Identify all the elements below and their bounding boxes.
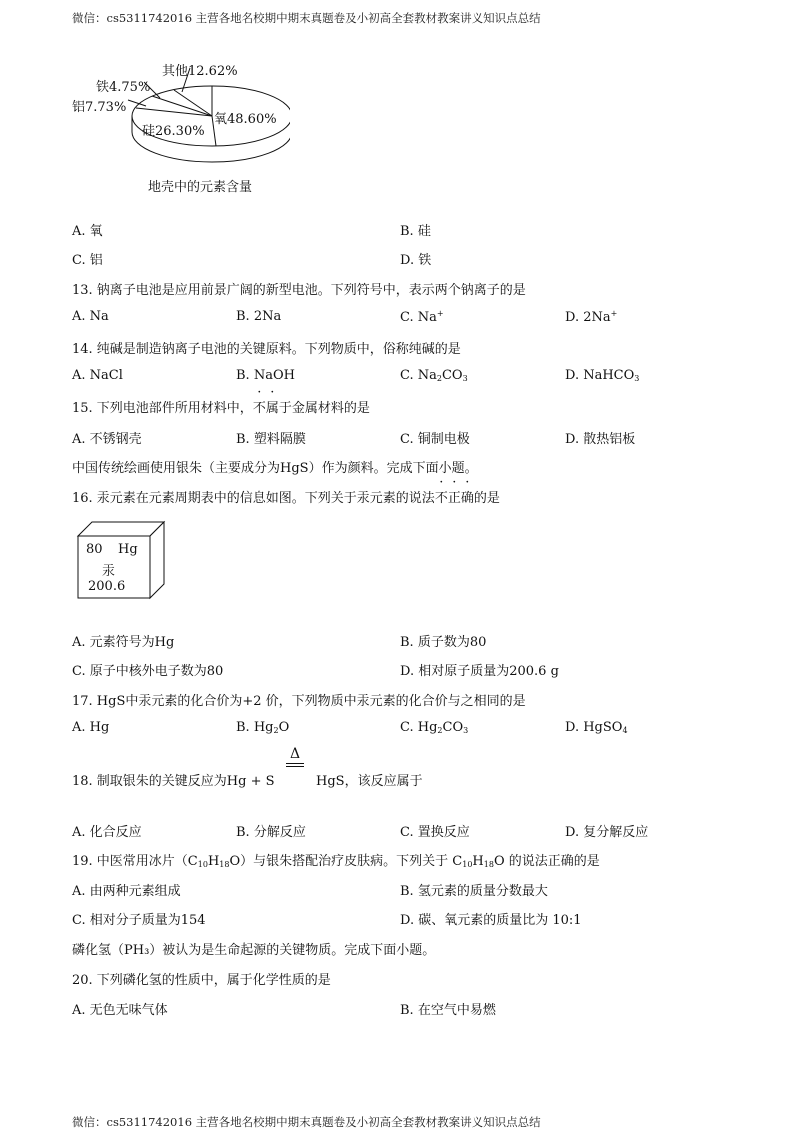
q17-stem: 17. HgS中汞元素的化合价为+2 价，下列物质中汞元素的化合价与之相同的是: [72, 694, 526, 709]
q12-option-b: B. 硅: [400, 224, 431, 239]
q18-option-b: B. 分解反应: [236, 825, 306, 840]
q16-option-a: A. 元素符号为Hg: [72, 635, 175, 650]
q18-option-c: C. 置换反应: [400, 825, 470, 840]
q19-option-b: B. 氢元素的质量分数最大: [400, 884, 548, 899]
q13-stem: 13. 钠离子电池是应用前景广阔的新型电池。下列符号中，表示两个钠离子的是: [72, 283, 526, 298]
pie-label-aluminum: 铝7.73%: [72, 100, 127, 115]
page-header: 微信：cs5311742016 主营各地名校期中期末真题卷及小初高全套教材教案讲义知识点总结: [72, 11, 541, 25]
pie-caption: 地壳中的元素含量: [148, 180, 253, 195]
delta-symbol: Δ: [290, 746, 301, 762]
q20-intro: 磷化氢（PH₃）被认为是生命起源的关键物质。完成下面小题。: [72, 943, 436, 958]
q16-stem: 16. 汞元素在元素周期表中的信息如图。下列关于汞元素的说法不正确的是: [72, 491, 500, 506]
q18-option-d: D. 复分解反应: [565, 825, 649, 840]
q15-option-c: C. 铜制电极: [400, 432, 470, 447]
q12-option-c: C. 铝: [72, 253, 103, 268]
element-atomic-mass: 200.6: [88, 579, 126, 594]
q20-option-b: B. 在空气中易燃: [400, 1003, 496, 1018]
q17-option-a: A. Hg: [72, 720, 110, 735]
q16-option-c: C. 原子中核外电子数为80: [72, 664, 224, 679]
q17-option-d: D. HgSO$_4$: [565, 720, 628, 735]
q18-stem-left: 18. 制取银朱的关键反应为Hg + S: [72, 774, 275, 789]
q15-option-a: A. 不锈钢壳: [72, 432, 142, 447]
q16-intro: 中国传统绘画使用银朱（主要成分为HgS）作为颜料。完成下面小题。: [72, 461, 478, 476]
pie-label-silicon: 硅26.30%: [142, 124, 205, 139]
q13-option-c: C. Na+: [400, 309, 444, 325]
q19-option-d: D. 碳、氧元素的质量比为 10:1: [400, 913, 582, 928]
q14-option-a: A. NaCl: [72, 368, 123, 383]
element-name: 汞: [102, 564, 116, 579]
pie-label-oxygen: 氧48.60%: [214, 112, 277, 127]
q20-option-a: A. 无色无味气体: [72, 1003, 168, 1018]
q15-option-d: D. 散热铝板: [565, 432, 636, 447]
q14-option-c: C. $Na_2CO_3$: [400, 368, 468, 383]
page-footer: 微信：cs5311742016 主营各地名校期中期末真题卷及小初高全套教材教案讲义知识点总结: [72, 1115, 541, 1129]
q18-option-a: A. 化合反应: [72, 825, 142, 840]
q18-stem-right: HgS，该反应属于: [316, 774, 423, 789]
q12-option-a: A. 氧: [72, 224, 103, 239]
equals-bar-bottom: [286, 766, 304, 767]
q14-stem: 14. 纯碱是制造钠离子电池的关键原料。下列物质中，俗称纯碱的是: [72, 342, 461, 357]
q13-option-a: A. Na: [72, 309, 109, 324]
q16-option-b: B. 质子数为80: [400, 635, 487, 650]
pie-label-iron: 铁4.75%: [96, 80, 151, 95]
q15-option-b: B. 塑料隔膜: [236, 432, 306, 447]
q17-option-c: C. $Hg_2CO_3$: [400, 720, 469, 735]
element-symbol: Hg: [118, 542, 138, 557]
equals-bar-top: [286, 763, 304, 764]
q19-stem: 19. 中医常用冰片$(C_{10}H_{18}O)$与银朱搭配治疗皮肤病。下列关于 $C_{10}H_{18}O$ 的说法正确的是: [72, 854, 600, 869]
q14-option-b: B. NaOH: [236, 368, 295, 383]
q14-option-d: D. NaHCO$_3$: [565, 368, 640, 383]
q20-stem: 20. 下列磷化氢的性质中，属于化学性质的是: [72, 973, 331, 988]
q15-stem: 15. 下列电池部件所用材料中，不属于金属材料的是: [72, 401, 370, 416]
q19-option-c: C. 相对分子质量为154: [72, 913, 206, 928]
q13-option-d: D. 2Na+: [565, 309, 618, 325]
q16-option-d: D. 相对原子质量为200.6 g: [400, 664, 559, 679]
element-atomic-number: 80: [86, 542, 103, 557]
q17-option-b: B. $Hg_2O$: [236, 720, 290, 735]
q12-option-d: D. 铁: [400, 253, 432, 268]
pie-label-other: 其他12.62%: [162, 64, 238, 79]
q19-option-a: A. 由两种元素组成: [72, 884, 181, 899]
q13-option-b: B. 2Na: [236, 309, 282, 324]
